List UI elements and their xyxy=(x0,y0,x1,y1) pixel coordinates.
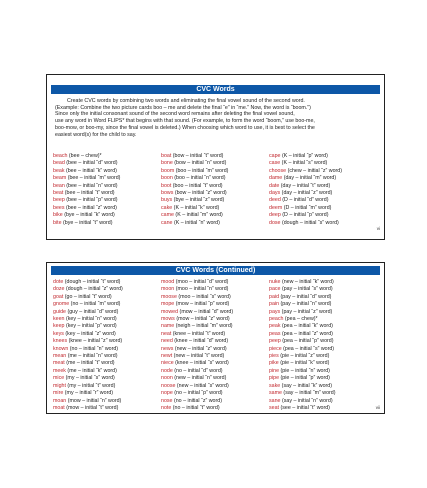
word-column-2 xyxy=(161,153,228,227)
word-combination: (pay – initial “n” word) xyxy=(279,301,332,308)
card-title: CVC Words (Continued) xyxy=(51,266,380,275)
cvc-word: cane xyxy=(161,219,173,226)
word-column-3 xyxy=(269,279,336,412)
word-combination: (key – initial “p” word) xyxy=(64,323,117,330)
word-entry xyxy=(53,190,120,197)
word-entry xyxy=(161,405,233,412)
word-combination: (bee – initial “d” word) xyxy=(64,160,118,167)
word-entry xyxy=(269,279,336,286)
cvc-word: days xyxy=(269,190,281,197)
word-combination: (no – initial “m” word) xyxy=(69,301,121,308)
word-entry xyxy=(269,368,336,375)
word-combination: (no – initial “z” word) xyxy=(172,397,222,404)
cvc-word: beep xyxy=(53,197,65,204)
cvc-word: moan xyxy=(53,397,67,404)
word-entry xyxy=(161,279,233,286)
cvc-word: node xyxy=(161,367,173,374)
cvc-word: bows xyxy=(161,190,174,197)
word-combination: (bee – initial “p” word) xyxy=(64,197,118,204)
word-entry xyxy=(53,175,120,182)
cvc-word: boom xyxy=(161,167,175,174)
word-entry xyxy=(53,160,120,167)
word-combination: (chew – initial “z” word) xyxy=(286,167,343,174)
word-combination: (bye – initial “t” word) xyxy=(61,219,113,226)
intro-line: Create CVC words by combining two words and eliminating the final vowel sound of the second word. xyxy=(67,98,305,104)
cvc-word: bead xyxy=(53,160,65,167)
word-entry xyxy=(269,405,336,412)
word-combination: (day – initial “t” word) xyxy=(279,182,331,189)
word-combination: (see – initial “t” word) xyxy=(279,404,330,411)
word-entry xyxy=(161,220,228,227)
cvc-word: known xyxy=(53,345,69,352)
word-combination: (my – initial “s” word) xyxy=(64,375,115,382)
page-number: vii xyxy=(375,405,380,410)
cvc-word: buys xyxy=(161,197,173,204)
word-entry xyxy=(53,360,123,367)
word-entry xyxy=(161,160,228,167)
word-entry xyxy=(269,338,336,345)
word-entry xyxy=(161,183,228,190)
cvc-word: peas xyxy=(269,330,281,337)
word-entry xyxy=(161,360,233,367)
word-combination: (pie – initial “n” word) xyxy=(279,367,330,374)
cvc-word: bees xyxy=(53,204,65,211)
word-entry xyxy=(53,286,123,293)
word-entry xyxy=(53,294,123,301)
cvc-word: deem xyxy=(269,204,283,211)
word-entry xyxy=(161,398,233,405)
cvc-word: sane xyxy=(269,397,281,404)
word-column-3 xyxy=(269,153,342,227)
cvc-word: goat xyxy=(53,293,64,300)
cvc-word: doze xyxy=(53,286,65,293)
word-combination: (boo – initial “n” word) xyxy=(172,175,226,182)
word-entry xyxy=(53,375,123,382)
word-combination: (my – initial “r” word) xyxy=(63,390,114,397)
word-combination: (boo – initial “t” word) xyxy=(171,182,223,189)
word-combination: (K – initial “m” word) xyxy=(173,212,223,219)
word-combination: (say – initial “m” word) xyxy=(281,390,336,397)
word-combination: (day – initial “m” word) xyxy=(282,175,337,182)
cvc-word: neat xyxy=(161,330,172,337)
intro-line: use any word in Word FLIPS* that begins with that sound. (For example, to form the word “boom,” use boo-me, xyxy=(55,118,315,125)
cvc-word: deed xyxy=(269,197,281,204)
cvc-word: mire xyxy=(53,390,64,397)
word-entry xyxy=(161,316,233,323)
cvc-word: deep xyxy=(269,212,281,219)
cvc-word: nope xyxy=(161,390,173,397)
cvc-word: beat xyxy=(53,190,64,197)
word-entry xyxy=(53,331,123,338)
word-combination: (K – initial “k” word) xyxy=(172,204,220,211)
cvc-word: mope xyxy=(161,301,175,308)
word-combination: (boo – initial “m” word) xyxy=(174,167,229,174)
word-combination: (me – initial “k” word) xyxy=(65,367,117,374)
cvc-word: moat xyxy=(53,404,65,411)
word-entry xyxy=(269,301,336,308)
word-combination: (no – initial “n” word) xyxy=(68,345,119,352)
word-combination: (pay – initial “s” word) xyxy=(280,286,333,293)
cvc-word: mowed xyxy=(161,308,179,315)
word-combination: (guy – initial “d” word) xyxy=(65,308,119,315)
cvc-word: name xyxy=(161,323,175,330)
word-entry xyxy=(53,309,123,316)
word-entry xyxy=(161,353,233,360)
word-entry xyxy=(269,353,336,360)
word-entry xyxy=(53,323,123,330)
word-combination: (pea – initial “z” word) xyxy=(280,330,333,337)
cvc-word: pays xyxy=(269,308,281,315)
word-combination: (mow – initial “t” word) xyxy=(64,404,119,411)
intro-line: (Example: Combine the two picture cards boo – me and delete the final “e” in “me.” Now, the word is “boom.”) xyxy=(55,104,311,111)
word-combination: (bee – initial “z” word) xyxy=(64,204,117,211)
word-entry xyxy=(269,168,342,175)
cvc-word: meat xyxy=(53,360,65,367)
word-combination: (pay – initial “d” word) xyxy=(279,293,332,300)
word-column-1 xyxy=(53,279,123,412)
word-entry xyxy=(269,205,342,212)
cvc-word: keys xyxy=(53,330,64,337)
cvc-word: boon xyxy=(161,175,173,182)
word-combination: (mow – initial “n” word) xyxy=(66,397,122,404)
cvc-word: mice xyxy=(53,375,65,382)
intro-line: easiest word(s) for the child to say. xyxy=(55,131,137,138)
word-combination: (say – initial “n” word) xyxy=(280,397,333,404)
word-combination: (pea – initial “k” word) xyxy=(280,323,333,330)
word-entry xyxy=(53,383,123,390)
cvc-word: bone xyxy=(161,160,173,167)
word-entry xyxy=(269,398,336,405)
word-entry xyxy=(161,153,228,160)
word-entry xyxy=(53,301,123,308)
card-title: CVC Words xyxy=(51,85,380,94)
word-combination: (knee – initial “t” word) xyxy=(171,330,226,337)
cvc-word: beach xyxy=(53,153,68,159)
word-entry xyxy=(53,183,120,190)
word-entry xyxy=(269,360,336,367)
cvc-word: choose xyxy=(269,167,287,174)
word-entry xyxy=(269,323,336,330)
word-entry xyxy=(269,309,336,316)
word-entry xyxy=(53,398,123,405)
word-entry xyxy=(53,220,120,227)
word-combination: (pea – initial “p” word) xyxy=(280,338,334,345)
word-combination: (bee – initial “n” word) xyxy=(64,182,118,189)
word-entry xyxy=(53,346,123,353)
word-combination: (new – initial “k” word) xyxy=(280,279,334,285)
word-combination: (no – initial “d” word) xyxy=(172,367,223,374)
cvc-word: beam xyxy=(53,175,67,182)
word-entry xyxy=(161,331,233,338)
cvc-word: bean xyxy=(53,182,65,189)
cvc-word: gnome xyxy=(53,301,70,308)
cvc-word: nuke xyxy=(269,279,281,285)
word-entry xyxy=(161,390,233,397)
word-combination: (say – initial “k” word) xyxy=(280,382,333,389)
cvc-word: need xyxy=(161,338,173,345)
word-entry xyxy=(53,316,123,323)
word-entry xyxy=(269,153,342,160)
word-combination: (pie – initial “p” word) xyxy=(279,375,330,382)
word-combination: (moo – initial “s” word) xyxy=(176,293,231,300)
cvc-word: moose xyxy=(161,293,177,300)
word-entry xyxy=(53,205,120,212)
word-entry xyxy=(53,279,123,286)
word-combination: (pea – initial “s” word) xyxy=(281,345,335,352)
cvc-word: newt xyxy=(161,353,173,360)
word-entry xyxy=(269,175,342,182)
word-entry xyxy=(161,190,228,197)
word-entry xyxy=(161,286,233,293)
cvc-word: knees xyxy=(53,338,68,345)
word-combination: (knee – initial “z” word) xyxy=(67,338,123,345)
cvc-word: pain xyxy=(269,301,280,308)
word-entry xyxy=(269,390,336,397)
cvc-word: noose xyxy=(161,382,176,389)
word-combination: (bow – initial “n” word) xyxy=(172,160,227,167)
word-combination: (key – initial “z” word) xyxy=(63,330,116,337)
cvc-words-continued-card xyxy=(46,262,385,414)
word-entry xyxy=(269,331,336,338)
word-combination: (bee – initial “t” word) xyxy=(63,190,115,197)
word-combination: (dough – initial “s” word) xyxy=(280,219,339,226)
word-entry xyxy=(161,212,228,219)
word-combination: (bee – initial “m” word) xyxy=(66,175,121,182)
word-combination: (D – initial “p” word) xyxy=(280,212,329,219)
word-combination: (moo – initial “n” word) xyxy=(174,286,229,293)
word-entry xyxy=(269,183,342,190)
word-entry xyxy=(53,353,123,360)
cvc-word: peach xyxy=(269,316,284,323)
word-combination: (new – initial “n” word) xyxy=(172,375,227,382)
word-entry xyxy=(161,294,233,301)
word-combination: (day – initial “z” word) xyxy=(280,190,333,197)
word-combination: (new – initial “z” word) xyxy=(173,345,227,352)
word-combination: (mow – initial “p” word) xyxy=(174,301,230,308)
cvc-word: cape xyxy=(269,153,281,159)
word-entry xyxy=(53,405,123,412)
word-combination: (key – initial “n” word) xyxy=(64,316,117,323)
cvc-word: nose xyxy=(161,397,173,404)
cvc-word: might xyxy=(53,382,66,389)
word-entry xyxy=(161,323,233,330)
word-entry xyxy=(161,205,228,212)
word-entry xyxy=(269,286,336,293)
word-entry xyxy=(161,309,233,316)
cvc-word: case xyxy=(269,160,281,167)
word-combination: (me – initial “t” word) xyxy=(64,360,115,367)
word-combination: (knee – initial “s” word) xyxy=(173,360,229,367)
word-entry xyxy=(161,368,233,375)
word-combination: (bow – initial “t” word) xyxy=(171,153,224,159)
word-entry xyxy=(161,383,233,390)
word-combination: (me – initial “n” word) xyxy=(66,353,118,360)
cvc-word: peak xyxy=(269,323,281,330)
word-combination: (K – initial “p” word) xyxy=(280,153,328,159)
word-combination: (bye – initial “z” word) xyxy=(172,197,225,204)
word-entry xyxy=(269,294,336,301)
word-entry xyxy=(53,338,123,345)
cvc-word: pace xyxy=(269,286,281,293)
word-entry xyxy=(53,390,123,397)
cvc-word: meek xyxy=(53,367,66,374)
word-entry xyxy=(269,220,342,227)
cvc-word: keep xyxy=(53,323,65,330)
word-combination: (D – initial “d” word) xyxy=(280,197,329,204)
word-combination: (mow – initial “z” word) xyxy=(174,316,230,323)
word-entry xyxy=(269,212,342,219)
word-entry xyxy=(161,346,233,353)
cvc-word: seat xyxy=(269,404,280,411)
cvc-word: niece xyxy=(161,360,174,367)
word-combination: (new – initial “t” word) xyxy=(172,353,225,360)
cvc-word: beak xyxy=(53,167,65,174)
word-combination: (pay – initial “z” word) xyxy=(280,308,333,315)
word-entry xyxy=(161,338,233,345)
intro-line: Since only the initial consonant sound of the second word remains after deleting the final vowel sound, xyxy=(55,111,295,118)
word-entry xyxy=(53,153,120,160)
word-entry xyxy=(269,346,336,353)
word-combination: (bye – initial “k” word) xyxy=(62,212,115,219)
cvc-word: mows xyxy=(161,316,175,323)
cvc-word: boat xyxy=(161,153,172,159)
word-combination: (go – initial “t” word) xyxy=(63,293,112,300)
intro-line: boo-mow, or boo-my, since the final vowel is deleted.) When choosing which word to use, it is best to select the xyxy=(55,124,315,131)
cvc-word: paid xyxy=(269,293,280,300)
word-entry xyxy=(161,168,228,175)
cvc-word: mood xyxy=(161,279,175,285)
cvc-word: note xyxy=(161,404,172,411)
word-combination: (pie – initial “k” word) xyxy=(278,360,330,367)
word-combination: (mow – initial “d” word) xyxy=(178,308,234,315)
word-combination: (my – initial “t” word) xyxy=(65,382,116,389)
word-column-2 xyxy=(161,279,233,412)
word-combination: (neigh – initial “m” word) xyxy=(174,323,233,330)
word-combination: (moo – initial “d” word) xyxy=(174,279,229,285)
word-entry xyxy=(269,383,336,390)
cvc-word: keen xyxy=(53,316,65,323)
cvc-word: bike xyxy=(53,212,63,219)
word-combination: (K – initial “n” word) xyxy=(172,219,220,226)
cvc-word: same xyxy=(269,390,282,397)
word-entry xyxy=(53,168,120,175)
cvc-word: guide xyxy=(53,308,66,315)
cvc-word: news xyxy=(161,345,174,352)
word-combination: (no – initial “t” word) xyxy=(171,404,220,411)
cvc-word: dote xyxy=(53,279,64,285)
cvc-words-card xyxy=(46,74,385,240)
cvc-word: piece xyxy=(269,345,282,352)
word-entry xyxy=(53,212,120,219)
word-entry xyxy=(53,197,120,204)
cvc-word: pies xyxy=(269,353,279,360)
cvc-word: moon xyxy=(161,286,175,293)
cvc-word: sake xyxy=(269,382,281,389)
word-entry xyxy=(161,301,233,308)
word-combination: (bee – chew)* xyxy=(67,153,102,159)
word-entry xyxy=(269,160,342,167)
word-combination: (knee – initial “d” word) xyxy=(172,338,229,345)
cvc-word: boot xyxy=(161,182,172,189)
word-entry xyxy=(161,175,228,182)
cvc-word: peep xyxy=(269,338,281,345)
word-entry xyxy=(161,375,233,382)
word-entry xyxy=(269,375,336,382)
word-combination: (bow – initial “z” word) xyxy=(173,190,227,197)
word-combination: (dough – initial “t” word) xyxy=(63,279,121,285)
word-entry xyxy=(269,190,342,197)
word-combination: (no – initial “p” word) xyxy=(172,390,223,397)
word-combination: (new – initial “s” word) xyxy=(175,382,229,389)
cvc-word: pipe xyxy=(269,375,280,382)
word-entry xyxy=(53,368,123,375)
cvc-word: came xyxy=(161,212,174,219)
cvc-word: pike xyxy=(269,360,279,367)
cvc-word: dose xyxy=(269,219,281,226)
cvc-word: noon xyxy=(161,375,173,382)
word-combination: (pie – initial “z” word) xyxy=(278,353,330,360)
word-combination: (pea – chew)* xyxy=(283,316,318,323)
cvc-word: cake xyxy=(161,204,173,211)
word-combination: (bee – initial “k” word) xyxy=(64,167,117,174)
cvc-word: mean xyxy=(53,353,67,360)
cvc-word: dame xyxy=(269,175,283,182)
cvc-word: date xyxy=(269,182,280,189)
word-entry xyxy=(161,197,228,204)
cvc-word: pine xyxy=(269,367,280,374)
instructions-paragraph xyxy=(55,98,378,138)
cvc-word: bite xyxy=(53,219,62,226)
word-combination: (K – initial “s” word) xyxy=(280,160,328,167)
word-combination: (D – initial “m” word) xyxy=(282,204,332,211)
word-combination: (dough – initial “z” word) xyxy=(64,286,123,293)
page-number: vi xyxy=(376,226,380,231)
word-column-1 xyxy=(53,153,120,227)
word-entry xyxy=(269,316,336,323)
word-entry xyxy=(269,197,342,204)
